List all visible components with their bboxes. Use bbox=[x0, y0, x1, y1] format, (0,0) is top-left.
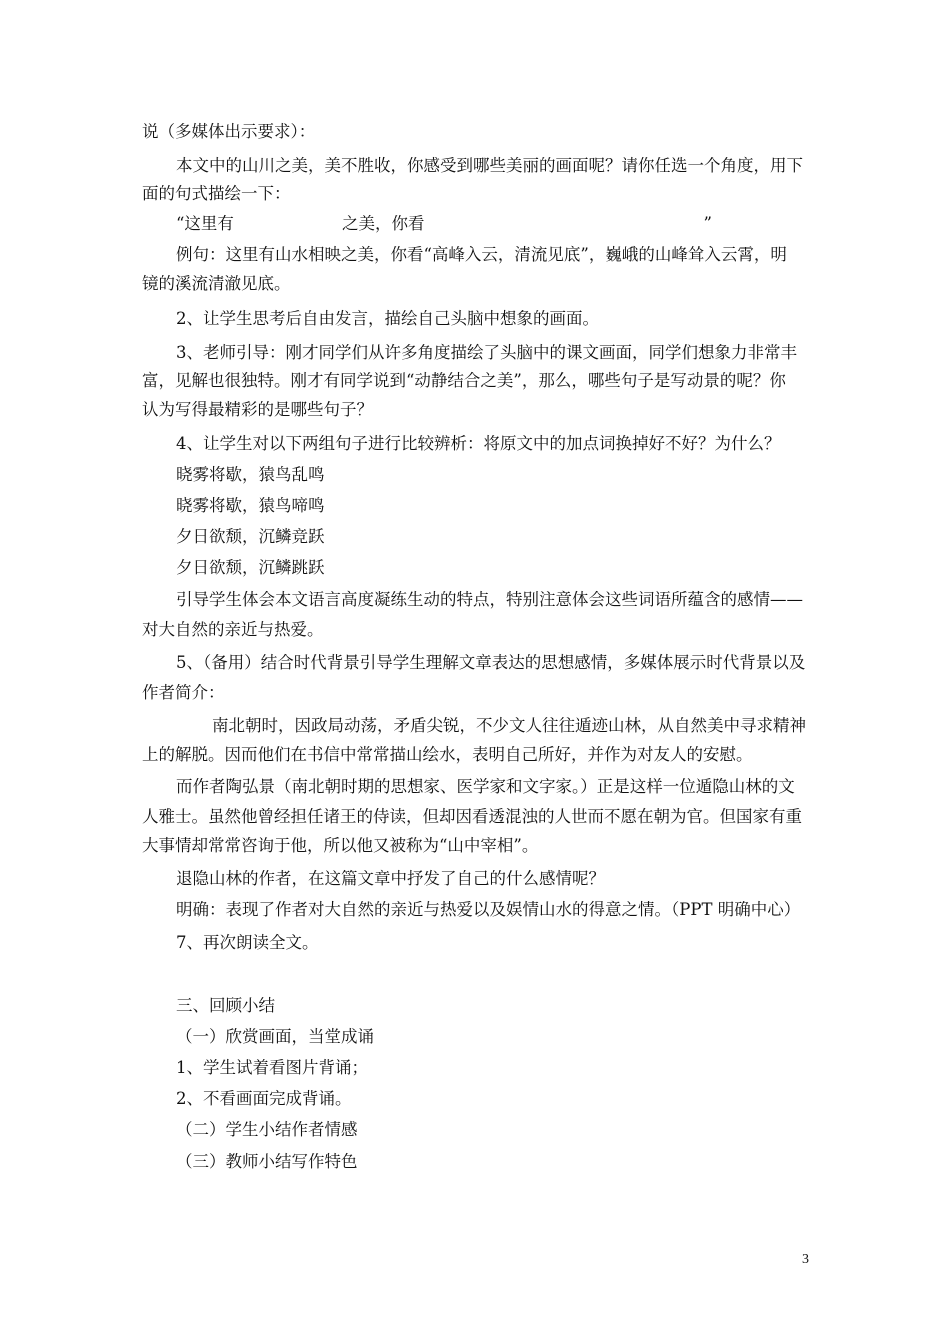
paragraph-line: 7、再次朗读全文。 bbox=[176, 933, 319, 952]
template-part-3: ” bbox=[703, 214, 712, 233]
paragraph-line: 4、让学生对以下两组句子进行比较辨析：将原文中的加点词换掉好不好？为什么？ bbox=[176, 434, 781, 453]
paragraph-line: 而作者陶弘景（南北朝时期的思想家、医学家和文字家。）正是这样一位遁隐山林的文 bbox=[176, 777, 795, 796]
paragraph-line: 5、（备用）结合时代背景引导学生理解文章表达的思想感情，多媒体展示时代背景以及 bbox=[176, 653, 806, 672]
paragraph-line: 人雅士。虽然他曾经担任诸王的侍读，但却因看透混浊的人世而不愿在朝为官。但国家有重 bbox=[142, 807, 802, 826]
paragraph-line: 对大自然的亲近与热爱。 bbox=[142, 620, 324, 639]
page-number: 3 bbox=[802, 1252, 809, 1267]
template-part-1: “这里有 bbox=[176, 214, 234, 233]
paragraph-line: 明确：表现了作者对大自然的亲近与热爱以及娱情山水的得意之情。（PPT 明确中心） bbox=[176, 900, 801, 919]
paragraph-line: 南北朝时，因政局动荡，矛盾尖锐，不少文人往往遁迹山林，从自然美中寻求精神 bbox=[212, 716, 806, 735]
subsection-heading: （二）学生小结作者情感 bbox=[176, 1120, 358, 1139]
paragraph-line: 上的解脱。因而他们在书信中常常描山绘水，表明自己所好，并作为对友人的安慰。 bbox=[142, 745, 753, 764]
paragraph-line: 引导学生体会本文语言高度凝练生动的特点，特别注意体会这些词语所蕴含的感情—— bbox=[176, 590, 803, 609]
comparison-sentence: 晓雾将歇，猿鸟啼鸣 bbox=[176, 496, 325, 515]
paragraph-line: 例句：这里有山水相映之美，你看“高峰入云，清流见底”，巍峨的山峰耸入云霄，明 bbox=[176, 245, 787, 264]
paragraph-line: 本文中的山川之美，美不胜收，你感受到哪些美丽的画面呢？请你任选一个角度，用下 bbox=[176, 156, 803, 175]
section-heading: 三、回顾小结 bbox=[176, 996, 275, 1015]
list-item: 2、不看画面完成背诵。 bbox=[176, 1089, 352, 1108]
subsection-heading: （三）教师小结写作特色 bbox=[176, 1152, 358, 1171]
paragraph-line: 认为写得最精彩的是哪些句子？ bbox=[142, 400, 373, 419]
template-part-2: 之美，你看 bbox=[341, 214, 425, 233]
subsection-heading: （一）欣赏画面，当堂成诵 bbox=[176, 1027, 374, 1046]
paragraph-line: 面的句式描绘一下： bbox=[142, 184, 291, 203]
paragraph-line: 镜的溪流清澈见底。 bbox=[142, 274, 291, 293]
paragraph-line: 说（多媒体出示要求）： bbox=[142, 122, 316, 141]
paragraph-line: 大事情却常常咨询于他，所以他又被称为“山中宰相”。 bbox=[142, 836, 539, 855]
paragraph-line: 作者简介： bbox=[142, 683, 225, 702]
comparison-sentence: 夕日欲颓，沉鳞竞跃 bbox=[176, 527, 325, 546]
comparison-sentence: 夕日欲颓，沉鳞跳跃 bbox=[176, 558, 325, 577]
paragraph-line: 3、老师引导：刚才同学们从许多角度描绘了头脑中的课文画面，同学们想象力非常丰 bbox=[176, 343, 797, 362]
paragraph-line: 2、让学生思考后自由发言，描绘自己头脑中想象的画面。 bbox=[176, 309, 599, 328]
paragraph-line: 富，见解也很独特。刚才有同学说到“动静结合之美”，那么，哪些句子是写动景的呢？你 bbox=[142, 371, 786, 390]
sentence-template bbox=[176, 213, 851, 235]
comparison-sentence: 晓雾将歇，猿鸟乱鸣 bbox=[176, 465, 325, 484]
list-item: 1、学生试着看图片背诵； bbox=[176, 1058, 368, 1077]
paragraph-line: 退隐山林的作者，在这篇文章中抒发了自己的什么感情呢？ bbox=[176, 869, 605, 888]
